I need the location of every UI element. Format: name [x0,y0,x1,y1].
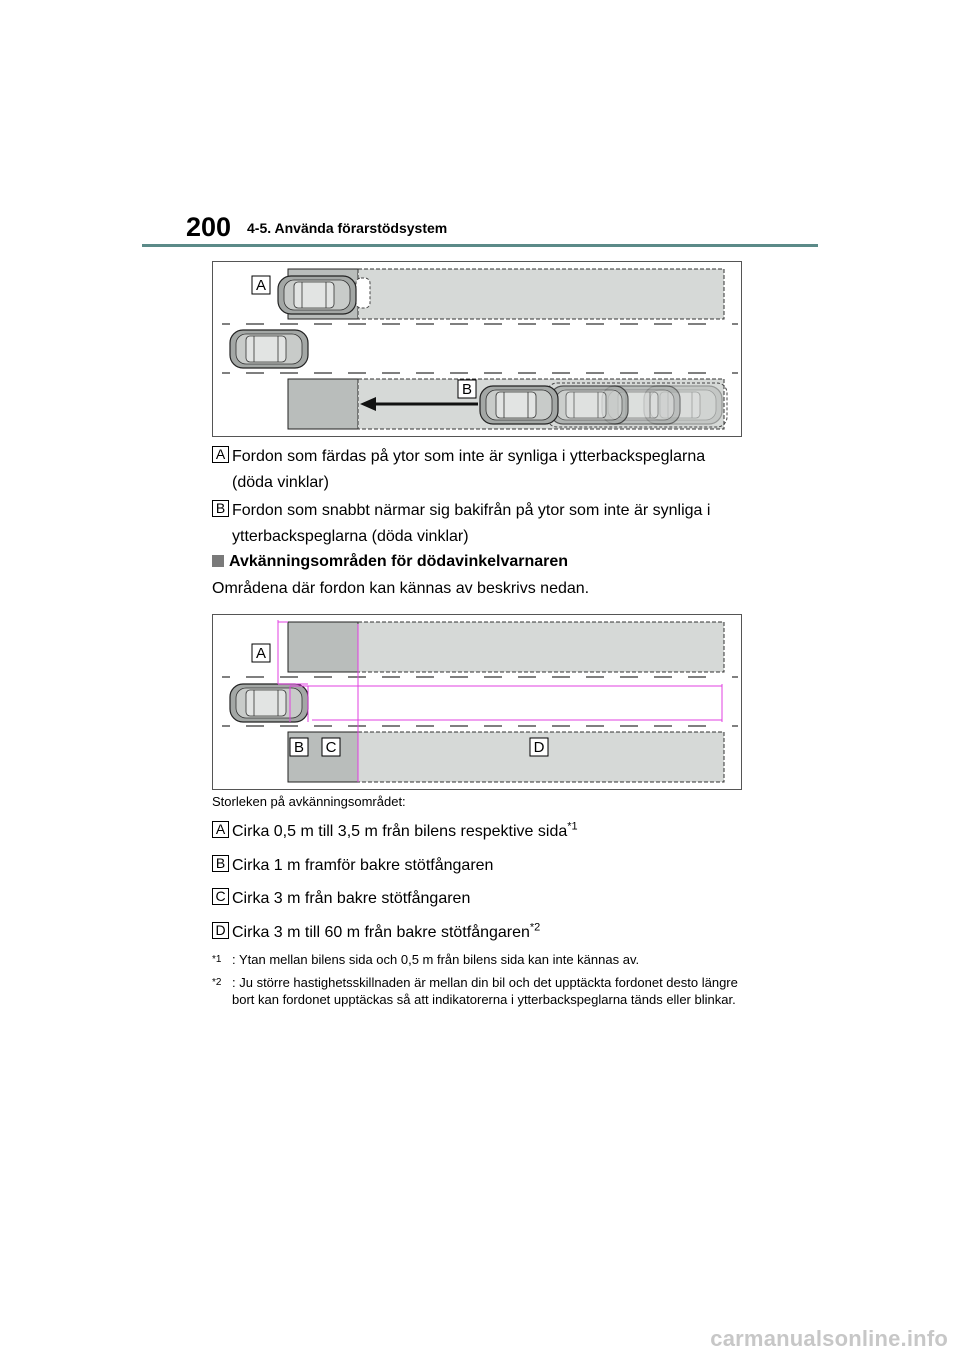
fig2-label-c: C [325,739,337,756]
legend1-text: Fordon som färdas på ytor som inte är synliga i ytterbackspeglarna [232,448,706,465]
legend2-item-a [212,819,752,845]
intro-text: Områdena där fordon kan kännas av beskrivs nedan. [212,580,590,597]
footnote-text: : Ju större hastighetsskillnaden är mellan din bil och det upptäckta fordonet desto längre bort kan fordonet upptäckas så att indikatorerna i ytterbackspeglarna tänds eller blinkar. [232,975,738,1007]
page-number: 200 [186,212,232,242]
legend2-text: Cirka 3 m till 60 m från bakre stötfångaren [232,924,530,941]
approaching-cars [480,383,727,427]
square-bullet-icon [212,555,224,567]
footnote-2 [212,974,752,1008]
own-car [230,330,308,368]
footnote-ref: *2 [529,921,541,934]
blind-spot-diagram [212,261,742,437]
legend1-item-b [212,498,752,550]
footnote-ref: *1 [567,820,578,833]
watermark: carmanualsonline.info [710,1326,948,1351]
subheading-text: Avkänningsområden för dödavinkelvarnaren [229,553,569,570]
footnote-mark: *2 [212,977,222,988]
fig1-label-a: A [255,277,267,294]
fig2-label-d: D [533,739,545,756]
legend2-item-c [212,886,752,912]
legend1-item-a [212,444,752,496]
figure-caption: Storleken på avkänningsområdet: [212,794,406,809]
fig1-label-b: B [461,381,473,398]
legend2-item-b [212,853,752,879]
legend2-text: Cirka 0,5 m till 3,5 m från bilens respektive sida [232,823,568,840]
legend2-text: Cirka 1 m framför bakre stötfångaren [232,857,494,874]
detection-area-diagram [212,614,742,790]
key-box: C [212,888,229,905]
header-rule [142,244,818,247]
legend1-text: Fordon som snabbt närmar sig bakifrån på ytor som inte är synliga i [232,502,711,519]
fig2-label-a: A [255,645,267,662]
own-car [230,684,308,722]
legend2-text: Cirka 3 m från bakre stötfångaren [232,890,471,907]
fig2-label-b: B [293,739,305,756]
subheading [212,551,568,573]
footnote-1 [212,951,752,971]
key-box: D [212,922,229,939]
legend2-item-d [212,920,752,946]
legend1-text-cont: (döda vinklar) [232,474,329,491]
key-box: A [212,821,229,838]
footnote-mark: *1 [212,954,222,965]
legend1-text-cont: ytterbackspeglarna (döda vinklar) [232,528,469,545]
key-box: B [212,500,229,517]
key-box: A [212,446,229,463]
key-box: B [212,855,229,872]
footnote-text: : Ytan mellan bilens sida och 0,5 m från bilens sida kan inte kännas av. [232,952,640,967]
section-title: 4-5. Använda förarstödsystem [247,220,448,236]
